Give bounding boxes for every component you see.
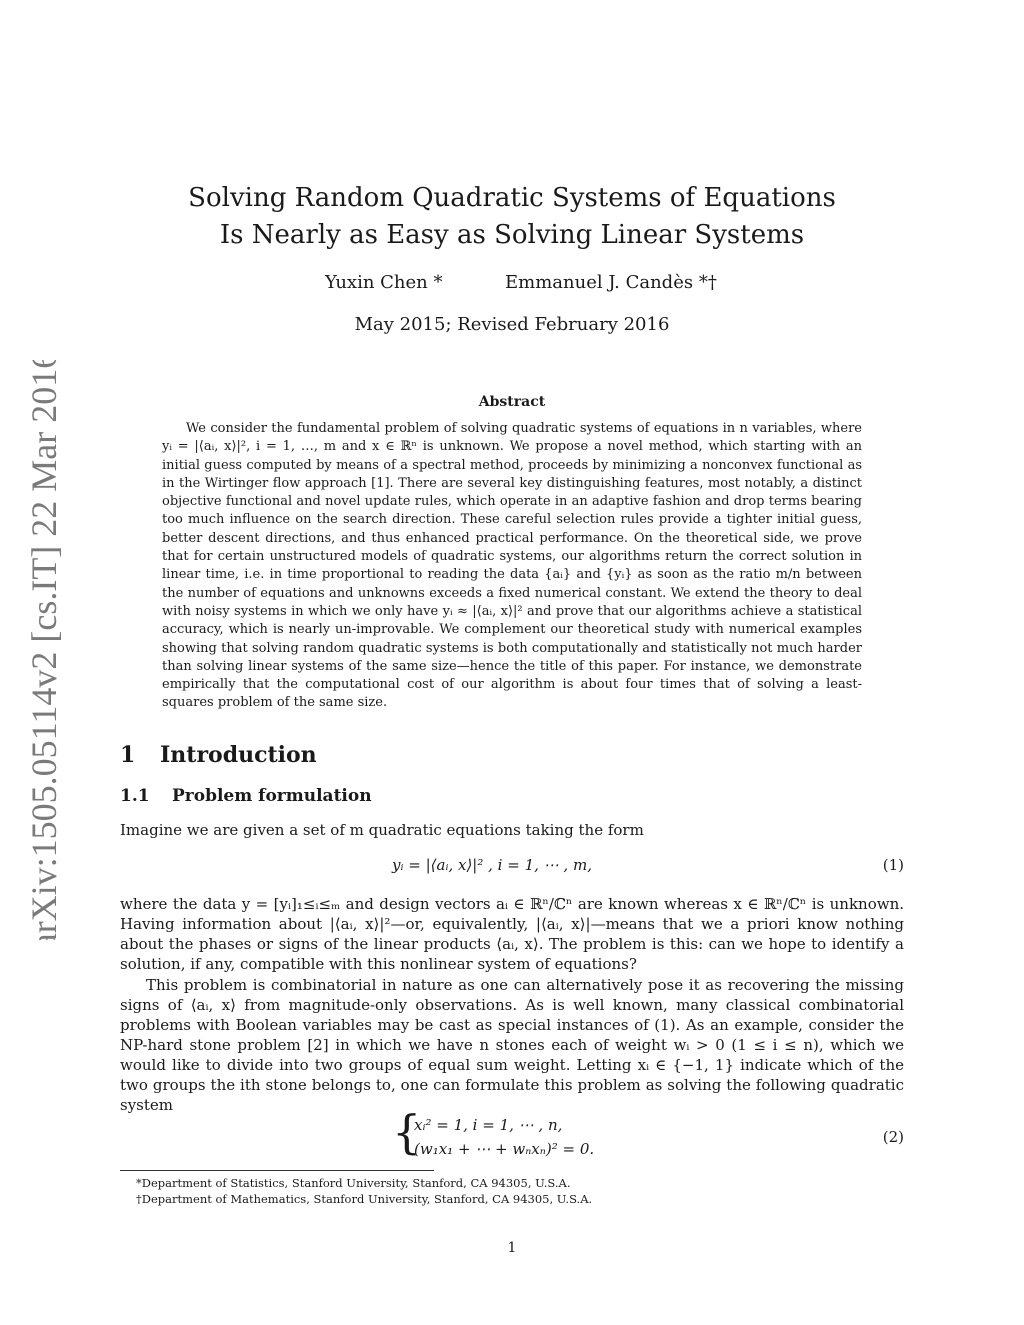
paragraph-2: where the data y = [yᵢ]₁≤ᵢ≤ₘ and design vectors aᵢ ∈ ℝⁿ/ℂⁿ are known whereas x ∈ ℝⁿ/ℂⁿ is unknown. Having information about |⟨aᵢ, x⟩|²—or, equivalently, |⟨aᵢ, x⟩|—means that we a priori know nothing about the phases or signs of the linear products ⟨aᵢ, x⟩. The problem is this: can we hope to identify a solution, if any, compatible with this nonlinear system of equations? — [120, 895, 904, 973]
title-line-2: Is Nearly as Easy as Solving Linear Systems — [219, 220, 805, 250]
author-1: Yuxin Chen * — [325, 272, 443, 293]
author-2: Emmanuel J. Candès *† — [505, 272, 717, 293]
abstract-body: We consider the fundamental problem of solving quadratic systems of equations in n variables, where yᵢ = |⟨aᵢ, x⟩|², i = 1, …, m and x ∈ ℝⁿ is unknown. We propose a novel method, which starting with an initial guess computed by means of a spectral method, proceeds by minimizing a nonconvex functional as in the Wirtinger flow approach [1]. There are several key distinguishing features, most notably, a distinct objective functional and novel update rules, which operate in an adaptive fashion and drop terms bearing too much influence on the search direction. These careful selection rules provide a tighter initial guess, better descent directions, and thus enhanced practical performance. On the theoretical side, we prove that for certain unstructured models of quadratic systems, our algorithms return the correct solution in linear time, i.e. in time proportional to reading the data {aᵢ} and {yᵢ} as soon as the ratio m/n between the number of equations and unknowns exceeds a fixed numerical constant. We extend the theory to deal with noisy systems in which we only have yᵢ ≈ |⟨aᵢ, x⟩|² and prove that our algorithms achieve a statistical accuracy, which is nearly un-improvable. We complement our theoretical study with numerical examples showing that solving random quadratic systems is both computationally and statistically not much harder than solving linear systems of the same size—hence the title of this paper. For instance, we demonstrate empirically that the computational cost of our algorithm is about four times that of solving a least-squares problem of the same size. — [162, 421, 862, 711]
equation-1-number: (1) — [882, 856, 904, 874]
equation-2-row-2: (w₁x₁ + ⋯ + wₙxₙ)² = 0. — [414, 1140, 595, 1158]
date: May 2015; Revised February 2016 — [354, 314, 670, 335]
abstract-heading: Abstract — [478, 394, 546, 410]
page-number: 1 — [507, 1240, 517, 1256]
arxiv-side-stamp — [12, 360, 72, 940]
left-brace: { — [392, 1105, 422, 1159]
footnote-2: †Department of Mathematics, Stanford University, Stanford, CA 94305, U.S.A. — [136, 1192, 593, 1206]
arxiv-stamp-graphic — [12, 360, 72, 940]
paragraph-3: This problem is combinatorial in nature as one can alternatively pose it as recovering the missing signs of ⟨aᵢ, x⟩ from magnitude-only observations. As is well known, many classical combinatorial problems with Boolean variables may be cast as special instances of (1). As an example, consider the NP-hard stone problem [2] in which we have n stones each of weight wᵢ > 0 (1 ≤ i ≤ n), which we would like to divide into two groups of equal sum weight. Letting xᵢ ∈ {−1, 1} indicate which of the two groups the ith stone belongs to, one can formulate this problem as solving the following quadratic system — [120, 976, 904, 1114]
section-1-1-number: 1.1 — [120, 786, 150, 806]
equation-1-expression: yᵢ = |⟨aᵢ, x⟩|² , i = 1, ⋯ , m, — [392, 856, 592, 874]
section-1-heading — [120, 742, 317, 768]
title-line-1: Solving Random Quadratic Systems of Equations — [188, 183, 836, 213]
footnote-rule — [120, 1170, 434, 1171]
equation-2-number: (2) — [882, 1128, 904, 1146]
section-1-1-heading — [120, 786, 372, 806]
paper-title — [0, 180, 1024, 254]
equation-2 — [120, 1105, 904, 1164]
equation-2-row-1: xᵢ² = 1, i = 1, ⋯ , n, — [414, 1116, 563, 1134]
arxiv-stamp-text: arXiv:1505.05114v2 [cs.IT] 22 Mar 2016 — [24, 360, 64, 940]
footnote-1: *Department of Statistics, Stanford University, Stanford, CA 94305, U.S.A. — [136, 1176, 571, 1190]
section-1-1-title: Problem formulation — [172, 786, 372, 806]
paragraph-1: Imagine we are given a set of m quadratic equations taking the form — [120, 821, 644, 839]
section-1-number: 1 — [120, 742, 136, 768]
section-1-title: Introduction — [160, 742, 317, 768]
equation-1 — [120, 856, 904, 878]
